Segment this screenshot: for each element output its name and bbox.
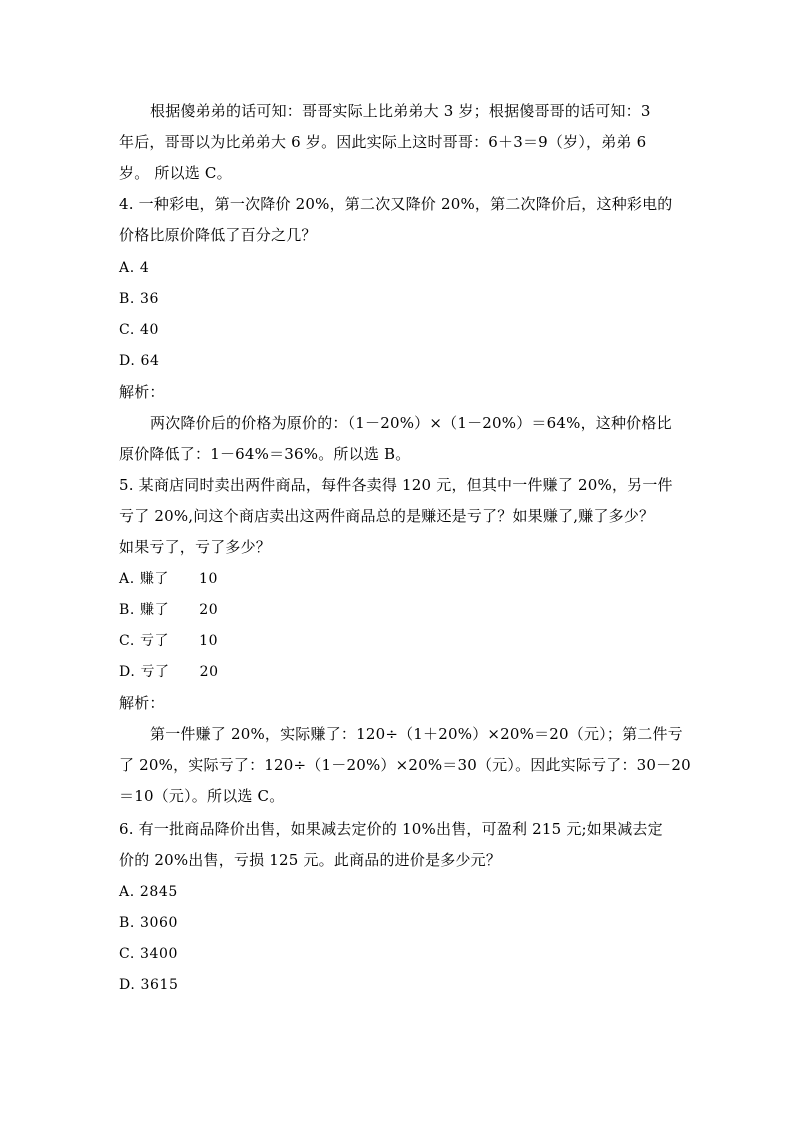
option-letter: C. [119,946,135,962]
q5-stem-line-1: 5. 某商店同时卖出两件商品，每件各卖得 120 元，但其中一件赚了 20%，另一件 [119,476,673,494]
option-letter: A. [119,884,135,900]
q4-stem-line-2: 价格比原价降低了百分之几？ [119,226,317,244]
q4-analysis-line-2: 原价降低了：1－64%＝36%。所以选 B。 [119,445,411,463]
q3-analysis-line-1: 根据傻弟弟的话可知：哥哥实际上比弟弟大 3 岁；根据傻哥哥的话可知：3 [150,102,651,120]
option-letter: C. [119,633,135,649]
q3-analysis-line-3: 岁。 所以选 C。 [119,164,232,182]
q4-option-c [119,320,159,340]
option-value: 2845 [139,884,178,900]
q6-option-c [119,944,178,964]
q5-stem-line-2: 亏了 20%,问这个商店卖出这两件商品总的是赚还是亏了？如果赚了,赚了多少？ [119,507,655,525]
q5-option-c [119,631,218,651]
option-value: 3400 [139,946,178,962]
option-letter: A. [119,571,135,587]
q5-analysis-label: 解析： [119,694,165,712]
option-letter: D. [119,664,136,680]
option-value: 10 [199,633,219,649]
q5-analysis-line-2: 了 20%，实际亏了：120÷（1－20%）×20%＝30（元）。因此实际亏了：30－20 [119,756,691,774]
q6-option-b [119,913,178,933]
option-word: 亏了 [139,633,170,649]
option-letter: D. [119,977,136,993]
option-value: 20 [199,602,219,618]
q4-option-b [119,289,159,309]
q6-stem-line-1: 6. 有一批商品降价出售，如果减去定价的 10%出售，可盈利 215 元;如果减去定 [119,820,663,838]
q4-option-a [119,258,149,278]
option-value: 36 [140,291,160,307]
q6-option-d [119,975,178,995]
q5-option-a [119,569,218,589]
option-value: 20 [199,664,219,680]
q6-option-a [119,882,178,902]
option-value: 3060 [140,915,179,931]
option-letter: B. [119,915,135,931]
option-word: 亏了 [140,664,170,680]
option-value: 3615 [140,977,179,993]
q5-analysis-line-3: ＝10（元）。所以选 C。 [119,787,285,805]
option-value: 40 [139,322,159,338]
option-letter: D. [119,353,136,369]
q6-stem-line-2: 价的 20%出售，亏损 125 元。此商品的进价是多少元？ [119,851,502,869]
q4-analysis-line-1: 两次降价后的价格为原价的：（1－20%）×（1－20%）＝64%，这种价格比 [150,414,672,432]
option-value: 64 [140,353,160,369]
q5-stem-line-3: 如果亏了，亏了多少？ [119,538,272,556]
option-letter: C. [119,322,135,338]
q5-analysis-line-1: 第一件赚了 20%，实际赚了：120÷（1＋20%）×20%＝20（元）；第二件亏 [150,725,683,743]
option-letter: B. [119,291,135,307]
option-letter: A. [119,260,135,276]
option-value: 4 [139,260,150,276]
q4-stem-line-1: 4. 一种彩电，第一次降价 20%，第二次又降价 20%，第二次降价后，这种彩电的 [119,195,673,213]
option-word: 赚了 [139,571,170,587]
option-word: 赚了 [140,602,170,618]
q5-option-b [119,600,218,620]
q4-option-d [119,351,159,371]
q5-option-d [119,662,219,682]
q4-analysis-label: 解析： [119,383,165,401]
q3-analysis-line-2: 年后，哥哥以为比弟弟大 6 岁。因此实际上这时哥哥：6＋3＝9（岁），弟弟 6 [119,133,647,151]
option-value: 10 [199,571,219,587]
option-letter: B. [119,602,135,618]
